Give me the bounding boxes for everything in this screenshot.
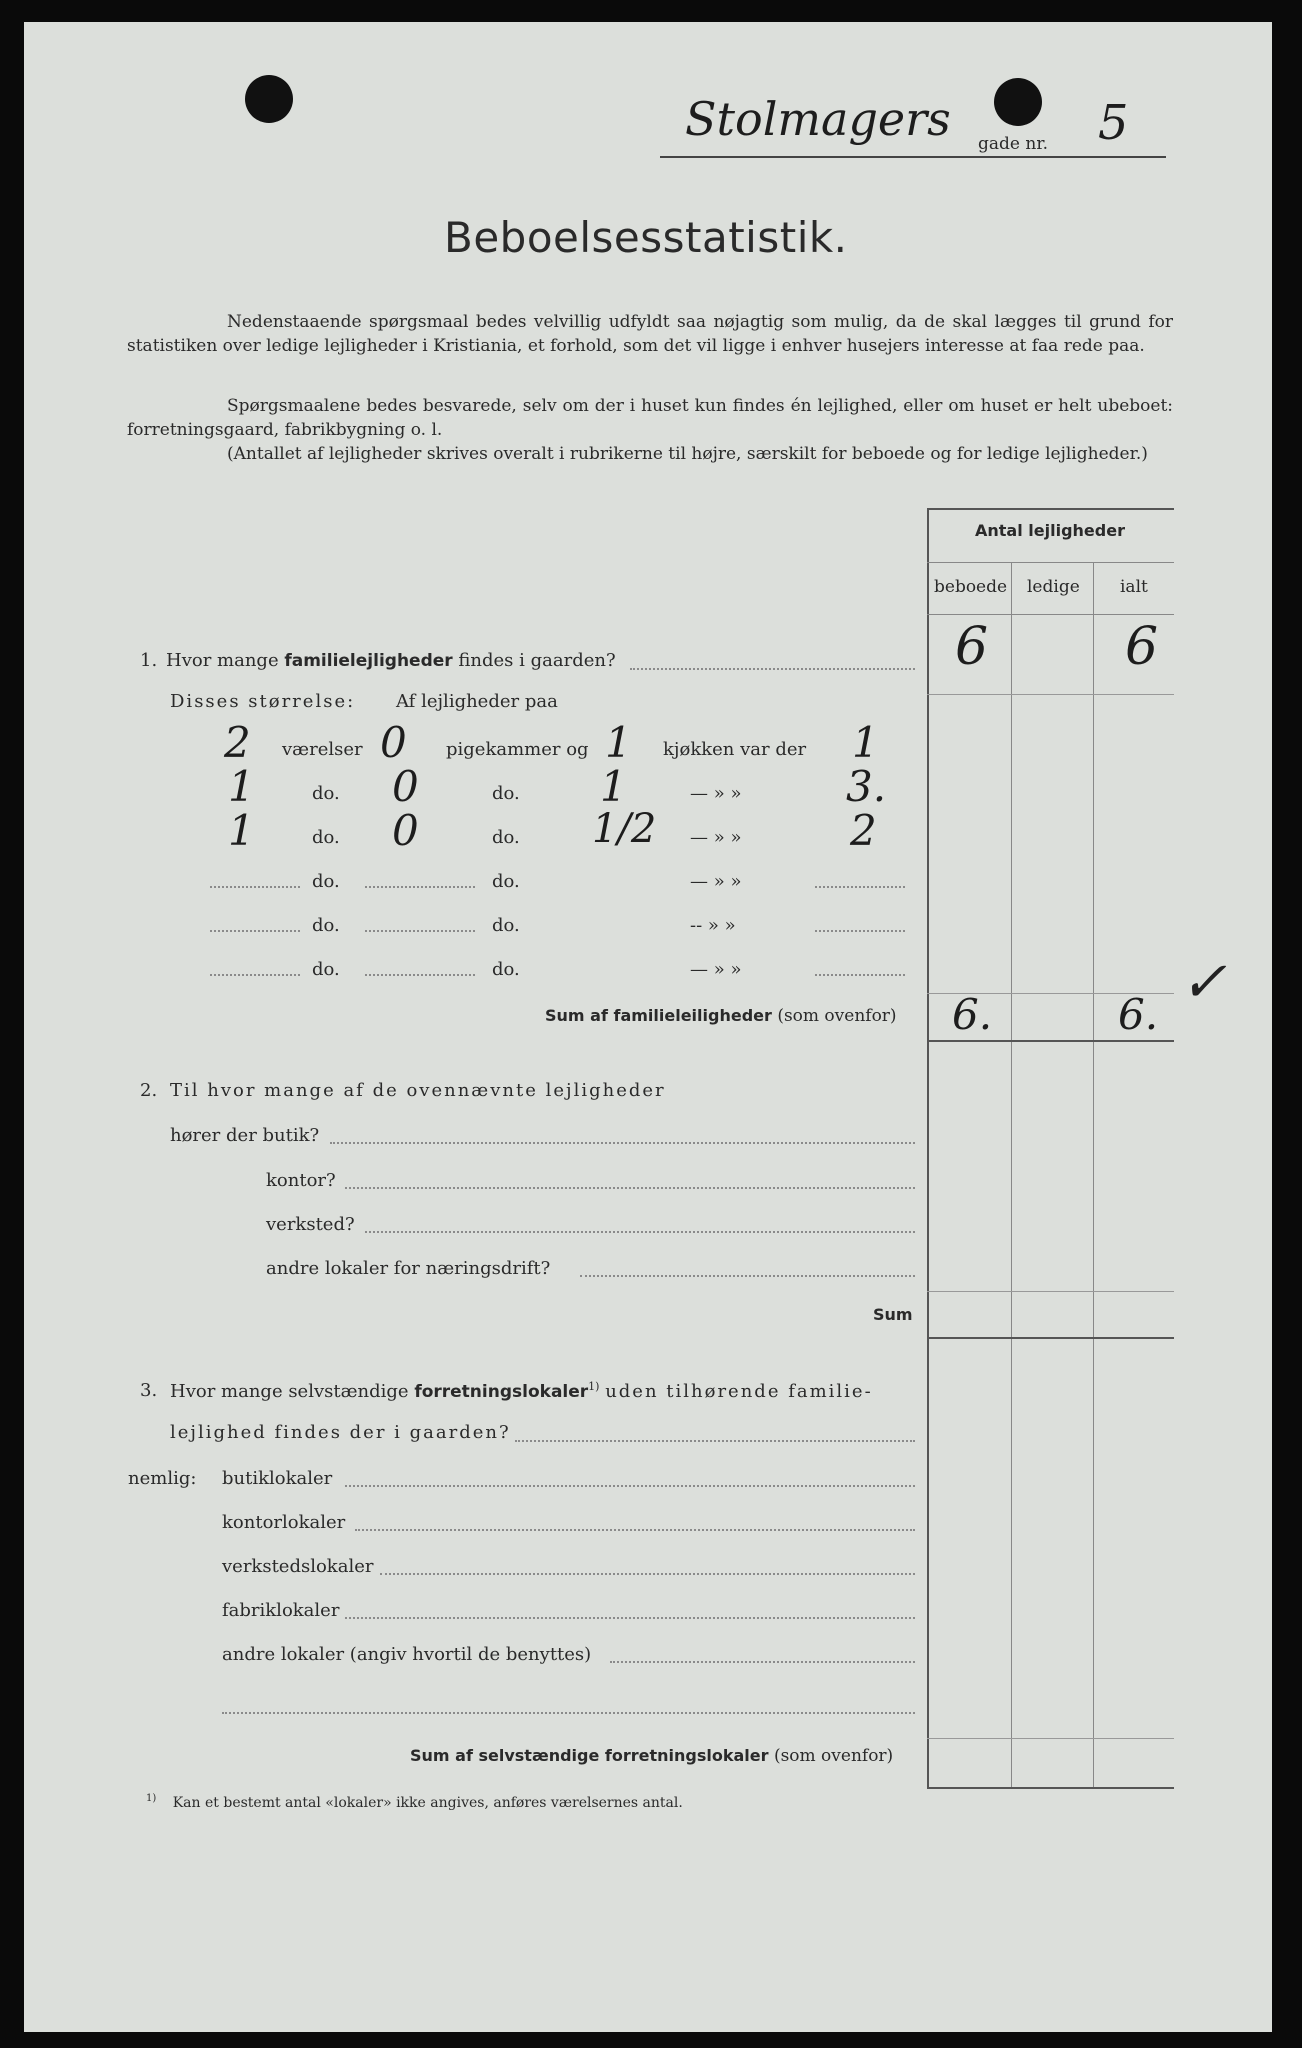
row2-vaerelser: 1 <box>228 762 255 811</box>
q2-item-kontor: kontor? <box>266 1170 336 1191</box>
row1-vaerelser: 2 <box>224 718 251 767</box>
q3-question-line2: lejlighed findes der i gaarden? <box>170 1422 511 1443</box>
intro-paragraph-2: Spørgsmaalene bedes besvarede, selv om der i huset kun findes én lejlighed, eller om huset er helt ubeboet: forretningsgaard, fabrikbygning o. l. <box>127 396 1173 440</box>
table-top-rule <box>927 508 1174 510</box>
row4-pigekammer-blank <box>365 886 475 888</box>
row1-kjokken-label: kjøkken var der <box>663 739 807 760</box>
table-sum3-top <box>927 1738 1174 1739</box>
q3-fabrik-dots <box>345 1617 915 1619</box>
gade-label: gade nr. <box>978 134 1048 154</box>
row6-vaerelser-label: do. <box>312 959 340 980</box>
q3-kontor-dots <box>355 1529 915 1531</box>
q1-ialt-value: 6 <box>1125 617 1159 677</box>
q2-question: Til hvor mange af de ovennævnte lejligheder <box>170 1080 666 1101</box>
row1-kjokken: 1 <box>605 718 632 767</box>
q3-butik-dots <box>345 1485 915 1487</box>
q3-item-fabrik: fabriklokaler <box>222 1600 340 1621</box>
row5-pigekammer-label: do. <box>492 915 520 936</box>
q1-sum-tail: (som ovenfor) <box>777 1006 897 1026</box>
q3-verksted-dots <box>380 1573 915 1575</box>
q2-item-verksted: verksted? <box>266 1214 355 1235</box>
q1-leader-dots <box>630 668 915 670</box>
footnote <box>146 1793 683 1811</box>
q3-blank-dots <box>222 1712 915 1714</box>
q2-verksted-dots <box>365 1231 915 1233</box>
q1-question <box>166 650 616 671</box>
street-name: Stolmagers <box>685 92 951 146</box>
table-divider-2 <box>1093 562 1094 1788</box>
row1-vaerelser-label: værelser <box>282 739 363 760</box>
q3-text-b: uden tilhørende familie- <box>605 1381 873 1402</box>
table-group-rule <box>927 562 1174 563</box>
q1-size-label: Disses størrelse: <box>170 691 356 712</box>
row3-vaerelser: 1 <box>228 806 255 855</box>
footnote-text: Kan et bestemt antal «lokaler» ikke angives, anføres værelsernes antal. <box>172 1794 683 1811</box>
row1-pigekammer-label: pigekammer og <box>446 739 589 760</box>
row4-pigekammer-label: do. <box>492 871 520 892</box>
row3-kjokken-label: — » » <box>690 827 742 848</box>
row5-vaerelser-label: do. <box>312 915 340 936</box>
q3-line2-dots <box>515 1440 915 1442</box>
row2-pigekammer: 0 <box>392 762 419 811</box>
q1-sum-beboede: 6. <box>952 990 993 1039</box>
q3-footnote-ref: 1) <box>588 1380 600 1393</box>
row5-antal-blank <box>815 930 905 932</box>
table-divider-1 <box>1011 562 1012 1788</box>
q2-kontor-dots <box>345 1187 915 1189</box>
page-title: Beboelsesstatistik. <box>444 213 848 262</box>
footnote-mark: 1) <box>146 1793 157 1804</box>
table-sum2-top <box>927 1291 1174 1292</box>
table-sum1-bottom <box>927 1040 1174 1042</box>
q3-number: 3. <box>140 1380 158 1401</box>
q1-text-b: findes i gaarden? <box>458 650 616 671</box>
q3-andre-dots <box>610 1661 915 1663</box>
q3-item-butik: butiklokaler <box>222 1468 333 1489</box>
q1-sum-bold: Sum af familieleiligheder <box>545 1006 772 1025</box>
punch-hole-right <box>994 78 1042 126</box>
q3-item-kontor: kontorlokaler <box>222 1512 346 1533</box>
row1-pigekammer: 0 <box>380 718 407 767</box>
intro-paragraph-1: Nedenstaaende spørgsmaal bedes velvillig udfyldt saa nøjagtig som mulig, da de skal lægges til grund for statistiken over ledige lejligheder i Kristiania, et forhold, som det vil ligge i enhver husejers interesse at faa rede paa. <box>127 312 1173 356</box>
punch-hole-left <box>245 75 293 123</box>
q2-sum-label: Sum <box>873 1305 913 1324</box>
q3-sum-tail: (som ovenfor) <box>773 1746 894 1766</box>
street-underline <box>660 156 1166 158</box>
q3-text-bold: forretningslokaler <box>414 1382 589 1402</box>
q1-sum-ialt: 6. <box>1118 990 1159 1039</box>
row4-antal-blank <box>815 886 905 888</box>
row4-vaerelser-blank <box>210 886 300 888</box>
q2-item-andre: andre lokaler for næringsdrift? <box>266 1258 551 1279</box>
intro-paragraph-3: (Antallet af lejligheder skrives overalt i rubrikerne til højre, særskilt for beboede og for ledige lejligheder.) <box>227 444 1148 464</box>
table-header-rule <box>927 614 1174 615</box>
row6-pigekammer-blank <box>365 974 475 976</box>
row1-antal: 1 <box>852 718 879 767</box>
row3-pigekammer: 0 <box>392 806 419 855</box>
q3-sum-bold: Sum af selvstændige forretningslokaler <box>410 1746 769 1765</box>
q3-question <box>170 1380 873 1402</box>
row2-antal: 3. <box>846 762 887 811</box>
row5-kjokken-label: -- » » <box>690 915 736 936</box>
table-sum2-bottom <box>927 1337 1174 1339</box>
row2-kjokken-label: — » » <box>690 783 742 804</box>
row2-kjokken: 1 <box>600 762 627 811</box>
house-number: 5 <box>1098 95 1129 151</box>
col-header-beboede: beboede <box>934 577 1008 597</box>
q2-item-butik: hører der butik? <box>170 1125 320 1146</box>
row3-kjokken: 1/2 <box>592 806 657 852</box>
check-mark-icon: ✓ <box>1180 950 1227 1015</box>
row5-pigekammer-blank <box>365 930 475 932</box>
q2-butik-dots <box>330 1142 915 1144</box>
q3-sum-label <box>410 1746 893 1766</box>
row6-kjokken-label: — » » <box>690 959 742 980</box>
q1-size-label2: Af lejligheder paa <box>396 691 558 712</box>
q3-item-verksted: verkstedslokaler <box>222 1556 374 1577</box>
q1-text-bold: familielejligheder <box>284 651 453 671</box>
q3-text-a: Hvor mange selvstændige <box>170 1381 409 1402</box>
row6-vaerelser-blank <box>210 974 300 976</box>
table-sum3-bottom <box>927 1787 1174 1789</box>
q1-text-a: Hvor mange <box>166 650 279 671</box>
row3-antal: 2 <box>850 806 877 855</box>
row2-vaerelser-label: do. <box>312 783 340 804</box>
col-header-ledige: ledige <box>1027 577 1080 597</box>
q3-item-andre: andre lokaler (angiv hvortil de benyttes) <box>222 1644 592 1665</box>
q2-number: 2. <box>140 1080 158 1101</box>
q3-nemlig: nemlig: <box>128 1468 197 1489</box>
table-group-header: Antal lejligheder <box>975 521 1125 540</box>
row2-pigekammer-label: do. <box>492 783 520 804</box>
q2-andre-dots <box>580 1275 915 1277</box>
row5-vaerelser-blank <box>210 930 300 932</box>
row6-pigekammer-label: do. <box>492 959 520 980</box>
row3-vaerelser-label: do. <box>312 827 340 848</box>
row4-kjokken-label: — » » <box>690 871 742 892</box>
row3-pigekammer-label: do. <box>492 827 520 848</box>
q1-beboede-value: 6 <box>955 617 989 677</box>
row4-vaerelser-label: do. <box>312 871 340 892</box>
col-header-ialt: ialt <box>1120 577 1148 597</box>
q1-number: 1. <box>140 650 158 671</box>
row6-antal-blank <box>815 974 905 976</box>
table-left-border <box>927 508 929 1788</box>
table-row-rule-q1 <box>927 694 1174 695</box>
q1-sum-label <box>545 1006 897 1026</box>
